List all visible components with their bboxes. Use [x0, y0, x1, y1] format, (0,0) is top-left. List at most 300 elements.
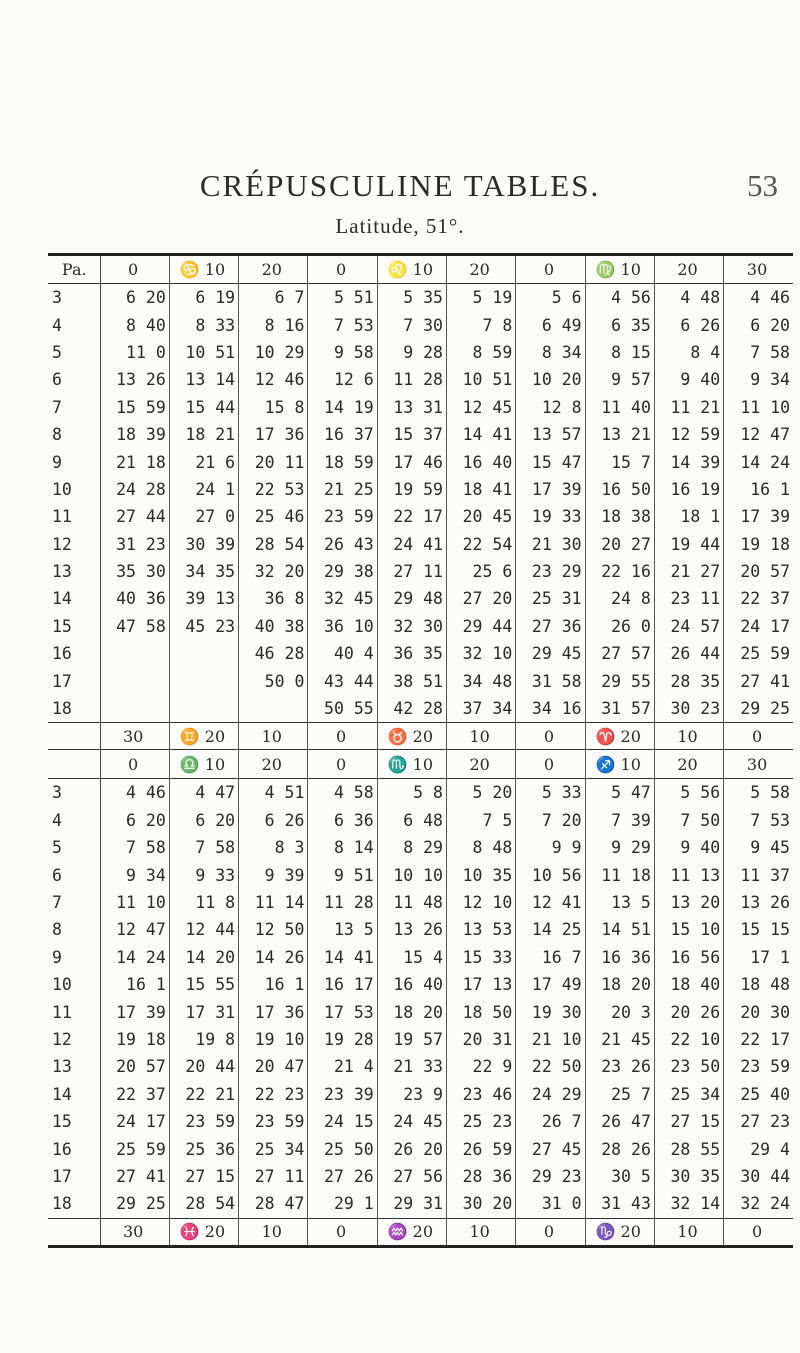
pa-cell: 17 — [48, 1163, 100, 1190]
pa-header-blank — [48, 750, 100, 779]
sign-foot-cell: ♒ 20 — [377, 1218, 446, 1246]
value-cell: 43 44 — [308, 667, 377, 694]
value-cell: 11 10 — [116, 893, 166, 912]
value-cell: 38 51 — [377, 667, 446, 694]
value-cell: 12 8 — [516, 394, 585, 421]
value-cell: 4 58 — [308, 779, 377, 807]
sign-foot-cell: ♈ 20 — [585, 723, 654, 750]
value-cell: 17 36 — [239, 998, 308, 1025]
value-cell: 9 57 — [585, 366, 654, 393]
value-cell: 15 15 — [724, 916, 793, 943]
value-cell: 24 45 — [377, 1108, 446, 1135]
value-cell: 24 17 — [116, 1112, 166, 1132]
value-cell — [169, 640, 238, 667]
value-cell: 32 10 — [446, 640, 515, 667]
value-cell: 15 4 — [377, 944, 446, 971]
value-cell: 5 20 — [446, 779, 515, 807]
value-cell: 46 28 — [239, 640, 308, 667]
value-cell: 22 23 — [239, 1081, 308, 1108]
value-cell: 4 48 — [654, 284, 723, 312]
value-cell: 12 45 — [446, 394, 515, 421]
pa-cell: 15 — [48, 1108, 100, 1135]
value-cell: 29 55 — [585, 667, 654, 694]
value-cell: 29 1 — [308, 1190, 377, 1218]
value-cell: 15 10 — [654, 916, 723, 943]
value-cell — [100, 640, 169, 667]
value-cell: 19 28 — [308, 1026, 377, 1053]
value-cell: 34 48 — [446, 667, 515, 694]
value-cell — [100, 667, 169, 694]
value-cell: 30 20 — [446, 1190, 515, 1218]
value-cell: 7 58 — [724, 339, 793, 366]
pa-cell: 5 — [48, 339, 100, 366]
value-cell: 24 29 — [516, 1081, 585, 1108]
pa-header-blank — [48, 723, 100, 750]
sign-foot-cell: 10 — [446, 723, 515, 750]
table-row — [48, 1053, 793, 1080]
value-cell: 19 44 — [654, 531, 723, 558]
value-cell: 31 23 — [116, 534, 166, 554]
value-cell: 11 8 — [169, 889, 238, 916]
value-cell: 6 20 — [169, 807, 238, 834]
sign-foot-cell: 30 — [100, 1218, 169, 1246]
value-cell: 16 37 — [308, 421, 377, 448]
value-cell: 16 1 — [239, 971, 308, 998]
value-cell: 14 24 — [724, 448, 793, 475]
value-cell: 6 26 — [654, 311, 723, 338]
value-cell: 18 40 — [654, 971, 723, 998]
table-row — [48, 421, 793, 448]
value-cell: 17 1 — [724, 944, 793, 971]
value-cell: 25 23 — [446, 1108, 515, 1135]
value-cell: 10 10 — [377, 861, 446, 888]
head-row — [48, 255, 793, 284]
value-cell: 28 26 — [585, 1135, 654, 1162]
value-cell: 11 28 — [308, 889, 377, 916]
value-cell: 13 26 — [116, 370, 166, 390]
value-cell: 6 49 — [516, 311, 585, 338]
value-cell: 26 59 — [446, 1135, 515, 1162]
value-cell: 13 21 — [585, 421, 654, 448]
value-cell: 9 34 — [724, 366, 793, 393]
sign-head-cell: ♍ 10 — [585, 255, 654, 284]
value-cell: 31 0 — [516, 1190, 585, 1218]
value-cell: 19 30 — [516, 998, 585, 1025]
value-cell: 15 7 — [585, 448, 654, 475]
value-cell: 20 57 — [116, 1057, 166, 1077]
value-cell: 27 20 — [446, 585, 515, 612]
pa-cell: 12 — [48, 531, 100, 558]
sign-foot-cell: 30 — [100, 723, 169, 750]
value-cell: 5 35 — [377, 284, 446, 312]
value-cell: 16 36 — [585, 944, 654, 971]
value-cell: 7 58 — [169, 834, 238, 861]
value-cell: 9 40 — [654, 834, 723, 861]
value-cell: 23 59 — [308, 503, 377, 530]
value-cell: 21 30 — [516, 531, 585, 558]
value-cell: 50 55 — [308, 695, 377, 723]
value-cell: 9 40 — [654, 366, 723, 393]
value-cell: 27 11 — [377, 558, 446, 585]
value-cell: 5 33 — [516, 779, 585, 807]
table-row — [48, 998, 793, 1025]
table-row — [48, 476, 793, 503]
value-cell — [100, 695, 169, 723]
value-cell: 26 43 — [308, 531, 377, 558]
value-cell: 16 7 — [516, 944, 585, 971]
value-cell: 40 36 — [116, 589, 166, 609]
value-cell: 14 25 — [516, 916, 585, 943]
value-cell: 18 48 — [724, 971, 793, 998]
value-cell: 25 40 — [724, 1081, 793, 1108]
pa-cell: 8 — [48, 916, 100, 943]
value-cell: 11 48 — [377, 889, 446, 916]
value-cell: 9 51 — [308, 861, 377, 888]
value-cell: 28 47 — [239, 1190, 308, 1218]
value-cell: 32 24 — [724, 1190, 793, 1218]
value-cell: 29 45 — [516, 640, 585, 667]
value-cell: 29 25 — [116, 1194, 166, 1214]
value-cell: 25 34 — [239, 1135, 308, 1162]
value-cell: 20 44 — [169, 1053, 238, 1080]
value-cell: 22 50 — [516, 1053, 585, 1080]
table-row — [48, 667, 793, 694]
value-cell: 10 20 — [516, 366, 585, 393]
value-cell: 16 56 — [654, 944, 723, 971]
value-cell: 11 28 — [377, 366, 446, 393]
value-cell: 13 57 — [516, 421, 585, 448]
value-cell: 20 31 — [446, 1026, 515, 1053]
value-cell: 26 20 — [377, 1135, 446, 1162]
sign-head-cell: 30 — [724, 255, 793, 284]
value-cell: 23 11 — [654, 585, 723, 612]
value-cell: 24 17 — [724, 613, 793, 640]
value-cell: 18 1 — [654, 503, 723, 530]
value-cell: 36 35 — [377, 640, 446, 667]
value-cell: 29 44 — [446, 613, 515, 640]
head-row — [48, 750, 793, 779]
value-cell: 19 10 — [239, 1026, 308, 1053]
pa-cell: 9 — [48, 944, 100, 971]
sign-head-cell: 20 — [239, 750, 308, 779]
value-cell: 12 46 — [239, 366, 308, 393]
pa-header-blank — [48, 1218, 100, 1246]
value-cell: 40 4 — [308, 640, 377, 667]
value-cell: 24 1 — [169, 476, 238, 503]
value-cell: 21 45 — [585, 1026, 654, 1053]
pa-cell: 14 — [48, 1081, 100, 1108]
pa-cell: 18 — [48, 695, 100, 723]
value-cell: 8 59 — [446, 339, 515, 366]
value-cell: 20 47 — [239, 1053, 308, 1080]
table-row — [48, 640, 793, 667]
value-cell: 23 29 — [516, 558, 585, 585]
table-row — [48, 1163, 793, 1190]
value-cell: 13 26 — [377, 916, 446, 943]
value-cell: 9 29 — [585, 834, 654, 861]
sign-head-cell: 20 — [654, 750, 723, 779]
table-row — [48, 448, 793, 475]
table-row — [48, 916, 793, 943]
table-row — [48, 807, 793, 834]
table-row — [48, 695, 793, 723]
value-cell: 25 34 — [654, 1081, 723, 1108]
value-cell: 24 28 — [116, 479, 166, 499]
value-cell: 18 39 — [116, 425, 166, 445]
value-cell: 8 34 — [516, 339, 585, 366]
value-cell: 10 56 — [516, 861, 585, 888]
value-cell: 17 39 — [516, 476, 585, 503]
value-cell: 32 14 — [654, 1190, 723, 1218]
value-cell: 6 20 — [126, 810, 166, 830]
value-cell: 21 25 — [308, 476, 377, 503]
running-title: CRÉPUSCULINE TABLES. — [199, 168, 601, 203]
table-row — [48, 834, 793, 861]
value-cell: 17 46 — [377, 448, 446, 475]
value-cell: 30 39 — [169, 531, 238, 558]
value-cell: 19 33 — [516, 503, 585, 530]
value-cell: 11 37 — [724, 861, 793, 888]
value-cell: 23 39 — [308, 1081, 377, 1108]
value-cell: 17 39 — [724, 503, 793, 530]
value-cell: 14 24 — [116, 947, 166, 967]
value-cell: 16 40 — [377, 971, 446, 998]
value-cell: 27 11 — [239, 1163, 308, 1190]
value-cell: 30 23 — [654, 695, 723, 723]
value-cell: 13 26 — [724, 889, 793, 916]
value-cell: 18 50 — [446, 998, 515, 1025]
value-cell: 27 56 — [377, 1163, 446, 1190]
value-cell: 8 4 — [654, 339, 723, 366]
value-cell: 14 20 — [169, 944, 238, 971]
table-row — [48, 1026, 793, 1053]
value-cell: 15 44 — [169, 394, 238, 421]
value-cell: 18 38 — [585, 503, 654, 530]
value-cell: 9 58 — [308, 339, 377, 366]
value-cell: 18 21 — [169, 421, 238, 448]
value-cell: 5 8 — [377, 779, 446, 807]
sign-foot-cell: 10 — [239, 723, 308, 750]
sign-foot-cell: 10 — [654, 1218, 723, 1246]
value-cell: 27 57 — [585, 640, 654, 667]
pa-header: Pa. — [48, 255, 100, 284]
value-cell: 14 41 — [308, 944, 377, 971]
value-cell: 10 35 — [446, 861, 515, 888]
value-cell: 9 28 — [377, 339, 446, 366]
value-cell: 5 19 — [446, 284, 515, 312]
table-row — [48, 339, 793, 366]
value-cell: 4 47 — [169, 779, 238, 807]
value-cell: 5 47 — [585, 779, 654, 807]
pa-cell: 5 — [48, 834, 100, 861]
value-cell — [239, 695, 308, 723]
value-cell: 19 59 — [377, 476, 446, 503]
table-row — [48, 531, 793, 558]
value-cell: 25 36 — [169, 1135, 238, 1162]
table-row — [48, 1190, 793, 1218]
value-cell: 6 7 — [239, 284, 308, 312]
value-cell: 11 13 — [654, 861, 723, 888]
sign-head-cell: 20 — [654, 255, 723, 284]
value-cell: 22 16 — [585, 558, 654, 585]
pa-cell: 12 — [48, 1026, 100, 1053]
value-cell: 8 16 — [239, 311, 308, 338]
value-cell: 27 0 — [169, 503, 238, 530]
pa-cell: 9 — [48, 448, 100, 475]
value-cell — [169, 667, 238, 694]
value-cell: 47 58 — [116, 616, 166, 636]
value-cell: 21 27 — [654, 558, 723, 585]
value-cell: 24 8 — [585, 585, 654, 612]
pa-cell: 14 — [48, 585, 100, 612]
crepusculine-table — [48, 253, 793, 1248]
value-cell: 13 5 — [308, 916, 377, 943]
value-cell: 20 45 — [446, 503, 515, 530]
sign-foot-cell: 0 — [308, 1218, 377, 1246]
pa-cell: 6 — [48, 861, 100, 888]
value-cell: 11 0 — [126, 342, 166, 362]
value-cell: 13 20 — [654, 889, 723, 916]
value-cell: 39 13 — [169, 585, 238, 612]
value-cell: 17 31 — [169, 998, 238, 1025]
table-row — [48, 861, 793, 888]
table-row — [48, 1081, 793, 1108]
value-cell: 17 13 — [446, 971, 515, 998]
page-header — [0, 168, 800, 208]
value-cell: 18 20 — [585, 971, 654, 998]
value-cell: 13 53 — [446, 916, 515, 943]
value-cell: 24 15 — [308, 1108, 377, 1135]
value-cell: 32 20 — [239, 558, 308, 585]
sign-head-cell: 20 — [446, 255, 515, 284]
value-cell: 31 58 — [516, 667, 585, 694]
value-cell: 7 8 — [446, 311, 515, 338]
value-cell: 12 50 — [239, 916, 308, 943]
value-cell: 11 21 — [654, 394, 723, 421]
value-cell: 12 59 — [654, 421, 723, 448]
table-row — [48, 558, 793, 585]
value-cell: 8 40 — [126, 315, 166, 335]
value-cell: 12 44 — [169, 916, 238, 943]
value-cell: 14 19 — [308, 394, 377, 421]
value-cell: 5 58 — [724, 779, 793, 807]
value-cell: 27 23 — [724, 1108, 793, 1135]
value-cell: 27 36 — [516, 613, 585, 640]
pa-cell: 16 — [48, 640, 100, 667]
value-cell: 10 51 — [169, 339, 238, 366]
table-row — [48, 394, 793, 421]
value-cell: 18 41 — [446, 476, 515, 503]
value-cell: 28 54 — [169, 1190, 238, 1218]
value-cell: 7 58 — [126, 838, 166, 858]
value-cell: 21 6 — [169, 448, 238, 475]
value-cell: 16 1 — [126, 975, 166, 995]
value-cell: 16 50 — [585, 476, 654, 503]
value-cell: 22 21 — [169, 1081, 238, 1108]
value-cell: 27 15 — [654, 1108, 723, 1135]
value-cell: 9 33 — [169, 861, 238, 888]
table-row — [48, 971, 793, 998]
value-cell: 20 11 — [239, 448, 308, 475]
value-cell: 10 51 — [446, 366, 515, 393]
value-cell: 17 49 — [516, 971, 585, 998]
value-cell: 21 18 — [116, 452, 166, 472]
value-cell: 27 41 — [116, 1166, 166, 1186]
value-cell: 13 14 — [169, 366, 238, 393]
value-cell: 42 28 — [377, 695, 446, 723]
value-cell: 15 37 — [377, 421, 446, 448]
pa-cell: 18 — [48, 1190, 100, 1218]
value-cell: 7 30 — [377, 311, 446, 338]
value-cell: 9 34 — [126, 865, 166, 885]
value-cell: 8 15 — [585, 339, 654, 366]
value-cell: 23 26 — [585, 1053, 654, 1080]
value-cell: 22 17 — [377, 503, 446, 530]
value-cell: 17 53 — [308, 998, 377, 1025]
pa-cell: 16 — [48, 1135, 100, 1162]
pa-cell: 11 — [48, 503, 100, 530]
value-cell: 13 31 — [377, 394, 446, 421]
latitude-heading: Latitude, 51°. — [335, 214, 465, 238]
value-cell: 19 18 — [116, 1029, 166, 1049]
table-row — [48, 311, 793, 338]
value-cell: 25 6 — [446, 558, 515, 585]
value-cell: 36 10 — [308, 613, 377, 640]
table-row — [48, 503, 793, 530]
value-cell: 11 18 — [585, 861, 654, 888]
value-cell: 32 45 — [308, 585, 377, 612]
sign-head-cell: 20 — [446, 750, 515, 779]
value-cell: 24 57 — [654, 613, 723, 640]
value-cell: 26 7 — [516, 1108, 585, 1135]
value-cell: 16 17 — [308, 971, 377, 998]
value-cell: 17 39 — [116, 1002, 166, 1022]
value-cell: 14 51 — [585, 916, 654, 943]
value-cell: 23 59 — [239, 1108, 308, 1135]
value-cell: 5 56 — [654, 779, 723, 807]
value-cell: 5 6 — [516, 284, 585, 312]
sign-foot-cell: 0 — [308, 723, 377, 750]
value-cell: 14 26 — [239, 944, 308, 971]
value-cell: 7 50 — [654, 807, 723, 834]
pa-cell: 13 — [48, 1053, 100, 1080]
value-cell: 6 35 — [585, 311, 654, 338]
value-cell: 35 30 — [116, 562, 166, 582]
value-cell: 30 44 — [724, 1163, 793, 1190]
sign-foot-cell: 0 — [724, 1218, 793, 1246]
value-cell: 25 59 — [116, 1139, 166, 1159]
sign-foot-cell: ♊ 20 — [169, 723, 238, 750]
value-cell: 22 17 — [724, 1026, 793, 1053]
value-cell: 21 33 — [377, 1053, 446, 1080]
sign-foot-cell: 10 — [654, 723, 723, 750]
value-cell: 12 47 — [724, 421, 793, 448]
value-cell: 7 5 — [446, 807, 515, 834]
table-row — [48, 779, 793, 807]
table-row — [48, 284, 793, 312]
value-cell: 6 19 — [169, 284, 238, 312]
table-row — [48, 889, 793, 916]
value-cell: 6 20 — [126, 288, 166, 308]
sign-foot-cell: 10 — [239, 1218, 308, 1246]
pa-cell: 11 — [48, 998, 100, 1025]
value-cell: 15 33 — [446, 944, 515, 971]
value-cell: 17 36 — [239, 421, 308, 448]
value-cell: 31 57 — [585, 695, 654, 723]
value-cell: 8 3 — [239, 834, 308, 861]
value-cell: 23 9 — [377, 1081, 446, 1108]
value-cell: 7 53 — [724, 807, 793, 834]
